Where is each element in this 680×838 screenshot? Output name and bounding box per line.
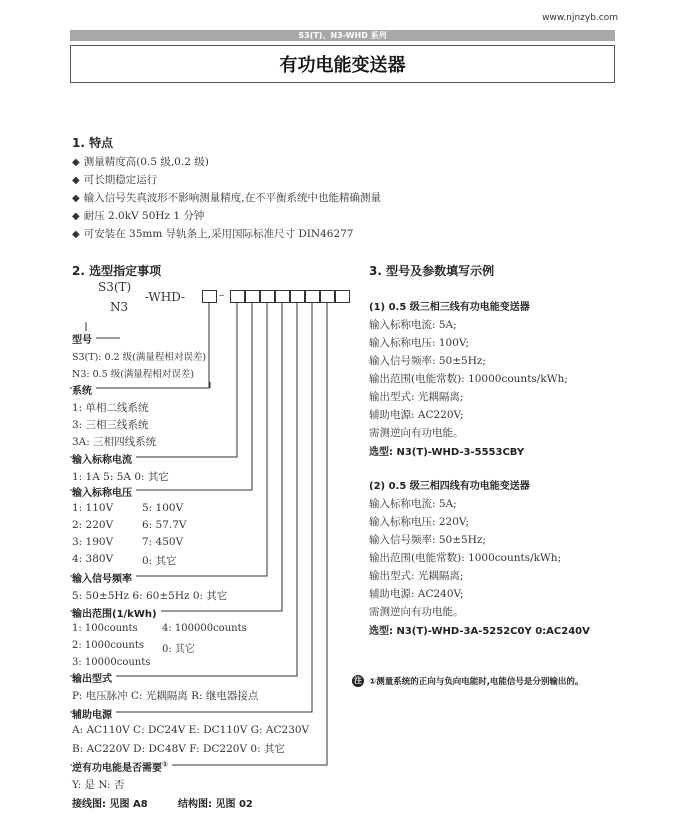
feature-item: ◆ 测量精度高(0.5 级,0.2 级) <box>72 156 209 168</box>
voltage-option: 5: 100V <box>142 502 184 514</box>
reverse-label: 逆有功电能是否需要① <box>72 759 172 774</box>
range-option: 4: 100000counts <box>162 623 247 634</box>
aux-line: A: AC110V C: DC24V E: DC110V G: AC230V <box>72 724 310 736</box>
note-badge: 注 <box>354 676 362 685</box>
example-1-line: 需测逆向有功电能。 <box>369 427 464 439</box>
example-2-line: 输入标称电压: 220V; <box>369 516 469 528</box>
voltage-option: 3: 190V <box>72 536 114 548</box>
note-text: ①测量系统的正向与负向电能时,电能信号是分别输出的。 <box>369 677 584 687</box>
reverse-line: Y: 是 N: 否 <box>72 779 125 791</box>
range-option: 0: 其它 <box>162 644 195 655</box>
selection-heading: 2. 选型指定事项 <box>72 264 162 278</box>
frequency-label: 输入信号频率 <box>72 570 136 585</box>
current-line: 1: 1A 5: 5A 0: 其它 <box>72 471 169 483</box>
example-1-title: (1) 0.5 级三相三线有功电能变送器 <box>369 302 530 313</box>
system-line: 1: 单相二线系统 <box>72 402 149 414</box>
bullet-icon: ◆ <box>72 229 80 240</box>
example-2-line: 辅助电源: AC240V; <box>369 588 464 600</box>
voltage-option: 7: 450V <box>142 536 184 548</box>
example-1-line: 输出范围(电能常数): 10000counts/kWh; <box>369 373 568 385</box>
code-middle: -WHD- <box>145 290 186 304</box>
example-1-line: 输入标称电流: 5A; <box>369 319 457 331</box>
model-line: N3: 0.5 级(满量程相对误差) <box>72 369 195 380</box>
code-prefix-bottom: N3 <box>110 300 129 314</box>
features-heading: 1. 特点 <box>72 136 114 150</box>
example-1-line: 输出型式: 光耦隔离; <box>369 391 464 403</box>
example-2-line: 输入信号频率: 50±5Hz; <box>369 534 486 546</box>
example-2-model: 选型: N3(T)-WHD-3A-5252C0Y 0:AC240V <box>369 626 590 637</box>
aux-line: B: AC220V D: DC48V F: DC220V 0: 其它 <box>72 743 285 755</box>
feature-item: ◆ 可安装在 35mm 导轨条上,采用国际标准尺寸 DIN46277 <box>72 228 354 240</box>
example-2-line: 输出型式: 光耦隔离; <box>369 570 464 582</box>
range-option: 3: 10000counts <box>72 657 151 668</box>
bullet-icon: ◆ <box>72 193 80 204</box>
voltage-option: 4: 380V <box>72 553 114 565</box>
feature-item: ◆ 可长期稳定运行 <box>72 174 158 186</box>
example-1-line: 输入信号频率: 50±5Hz; <box>369 355 486 367</box>
structure-diagram-ref: 结构图: 见图 02 <box>178 799 253 810</box>
page-title: 有功电能变送器 <box>70 45 615 83</box>
website-url: www.njnzyb.com <box>542 13 618 23</box>
example-2-line: 输出范围(电能常数): 1000counts/kWh; <box>369 552 562 564</box>
code-prefix-top: S3(T) <box>98 280 132 294</box>
range-option: 2: 1000counts <box>72 640 145 651</box>
voltage-option: 6: 57.7V <box>142 519 187 531</box>
model-label: 型号 <box>72 331 96 346</box>
wiring-diagram-ref: 接线图: 见图 A8 <box>72 799 148 810</box>
bullet-icon: ◆ <box>72 157 80 168</box>
system-line: 3: 三相三线系统 <box>72 419 149 431</box>
code-dash: – <box>219 289 225 301</box>
current-label: 输入标称电流 <box>72 451 136 466</box>
bullet-icon: ◆ <box>72 211 80 222</box>
voltage-option: 1: 110V <box>72 502 114 514</box>
output-label: 输出型式 <box>72 670 116 685</box>
range-option: 1: 100counts <box>72 623 138 634</box>
system-line: 3A: 三相四线系统 <box>72 436 157 448</box>
output-line: P: 电压脉冲 C: 光耦隔离 R: 继电器接点 <box>72 690 259 702</box>
example-2-line: 输入标称电流: 5A; <box>369 498 457 510</box>
frequency-line: 5: 50±5Hz 6: 60±5Hz 0: 其它 <box>72 590 228 602</box>
range-label: 输出范围(1/kWh) <box>72 605 161 620</box>
example-1-line: 输入标称电压: 100V; <box>369 337 469 349</box>
series-banner: S3(T)、N3-WHD 系列 <box>70 30 615 41</box>
example-1-model: 选型: N3(T)-WHD-3-5553CBY <box>369 447 525 458</box>
voltage-option: 2: 220V <box>72 519 114 531</box>
aux-label: 辅助电源 <box>72 706 116 721</box>
example-1-line: 辅助电源: AC220V; <box>369 409 464 421</box>
voltage-label: 输入标称电压 <box>72 484 136 499</box>
examples-heading: 3. 型号及参数填写示例 <box>369 264 495 278</box>
bullet-icon: ◆ <box>72 175 80 186</box>
example-2-line: 需测逆向有功电能。 <box>369 606 464 618</box>
system-label: 系统 <box>72 382 96 397</box>
voltage-option: 0: 其它 <box>142 555 177 567</box>
feature-item: ◆ 耐压 2.0kV 50Hz 1 分钟 <box>72 210 205 222</box>
model-line: S3(T): 0.2 级(满量程相对误差) <box>72 352 207 363</box>
feature-item: ◆ 输入信号失真波形不影响测量精度,在不平衡系统中也能精确测量 <box>72 192 382 204</box>
example-2-title: (2) 0.5 级三相四线有功电能变送器 <box>369 481 530 492</box>
